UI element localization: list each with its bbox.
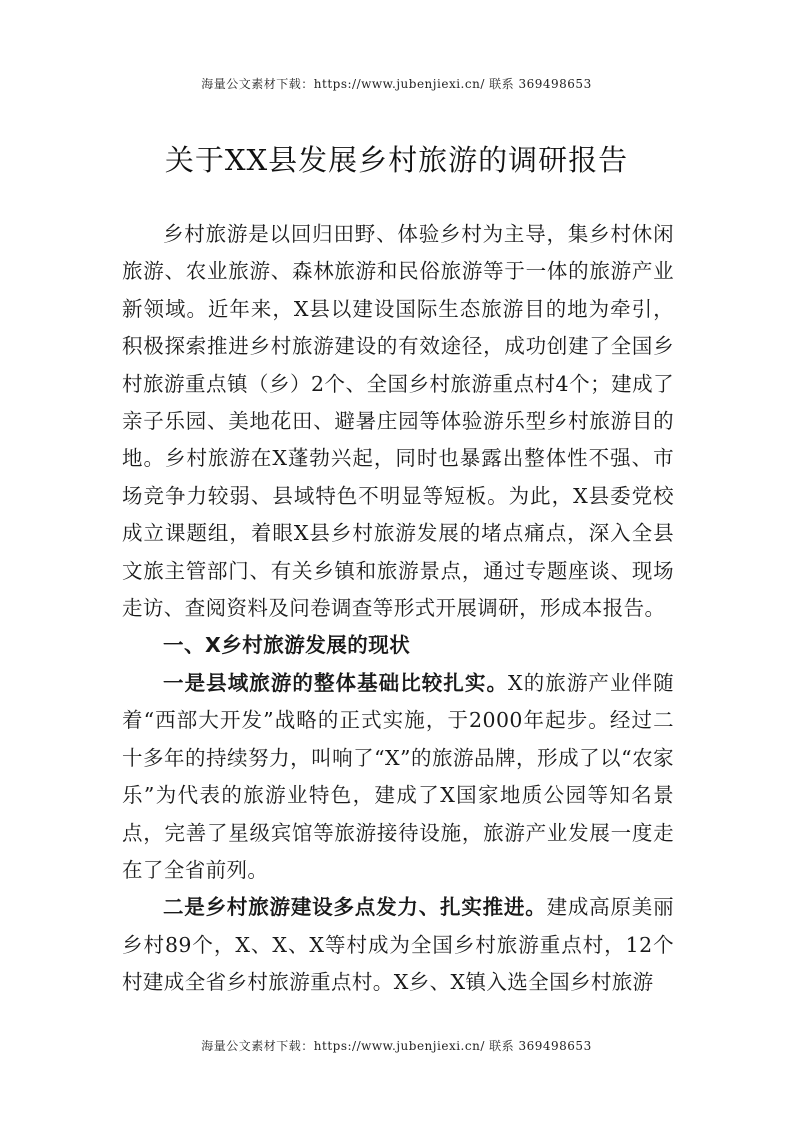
point-1-text: X的旅游产业伴随着“西部大开发”战略的正式实施，于2000年起步。经过二十多年的持续努力，叫响了“X”的旅游品牌，形成了以“农家乐”为代表的旅游业特色，建成了X国家地质公园等知名景点，完善了星级宾馆等旅游接待设施，旅游产业发展一度走在了全省前列。 <box>122 670 674 882</box>
point-2-text: 建成高原美丽乡村89个，X、X、X等村成为全国乡村旅游重点村，12个村建成全省乡村旅游重点村。X乡、X镇入选全国乡村旅游 <box>122 895 675 995</box>
point-2-lead: 二是乡村旅游建设多点发力、扎实推进。 <box>163 895 547 920</box>
page-footer-source: 海量公文素材下载：https://www.jubenjiexi.cn/ 联系 369498653 <box>201 1039 592 1053</box>
document-title: 关于XX县发展乡村旅游的调研报告 <box>164 143 629 177</box>
point-1-paragraph <box>122 665 674 889</box>
page-header-source: 海量公文素材下载：https://www.jubenjiexi.cn/ 联系 369498653 <box>201 77 592 91</box>
section-heading-1: 一、X乡村旅游发展的现状 <box>163 633 411 658</box>
intro-paragraph: 乡村旅游是以回归田野、体验乡村为主导，集乡村休闲旅游、农业旅游、森林旅游和民俗旅游等于一体的旅游产业新领域。近年来，X县以建设国际生态旅游目的地为牵引，积极探索推进乡村旅游建设的有效途径，成功创建了全国乡村旅游重点镇（乡）2个、全国乡村旅游重点村4个；建成了亲子乐园、美地花田、避暑庄园等体验游乐型乡村旅游目的地。乡村旅游在X蓬勃兴起，同时也暴露出整体性不强、市场竞争力较弱、县域特色不明显等短板。为此，X县委党校成立课题组，着眼X县乡村旅游发展的堵点痛点，深入全县文旅主管部门、有关乡镇和旅游景点，通过专题座谈、现场走访、查阅资料及问卷调查等形式开展调研，形成本报告。 <box>122 222 674 621</box>
point-1-lead: 一是县域旅游的整体基础比较扎实。 <box>163 670 509 695</box>
point-2-paragraph <box>122 889 674 1001</box>
document-body <box>122 216 674 1002</box>
